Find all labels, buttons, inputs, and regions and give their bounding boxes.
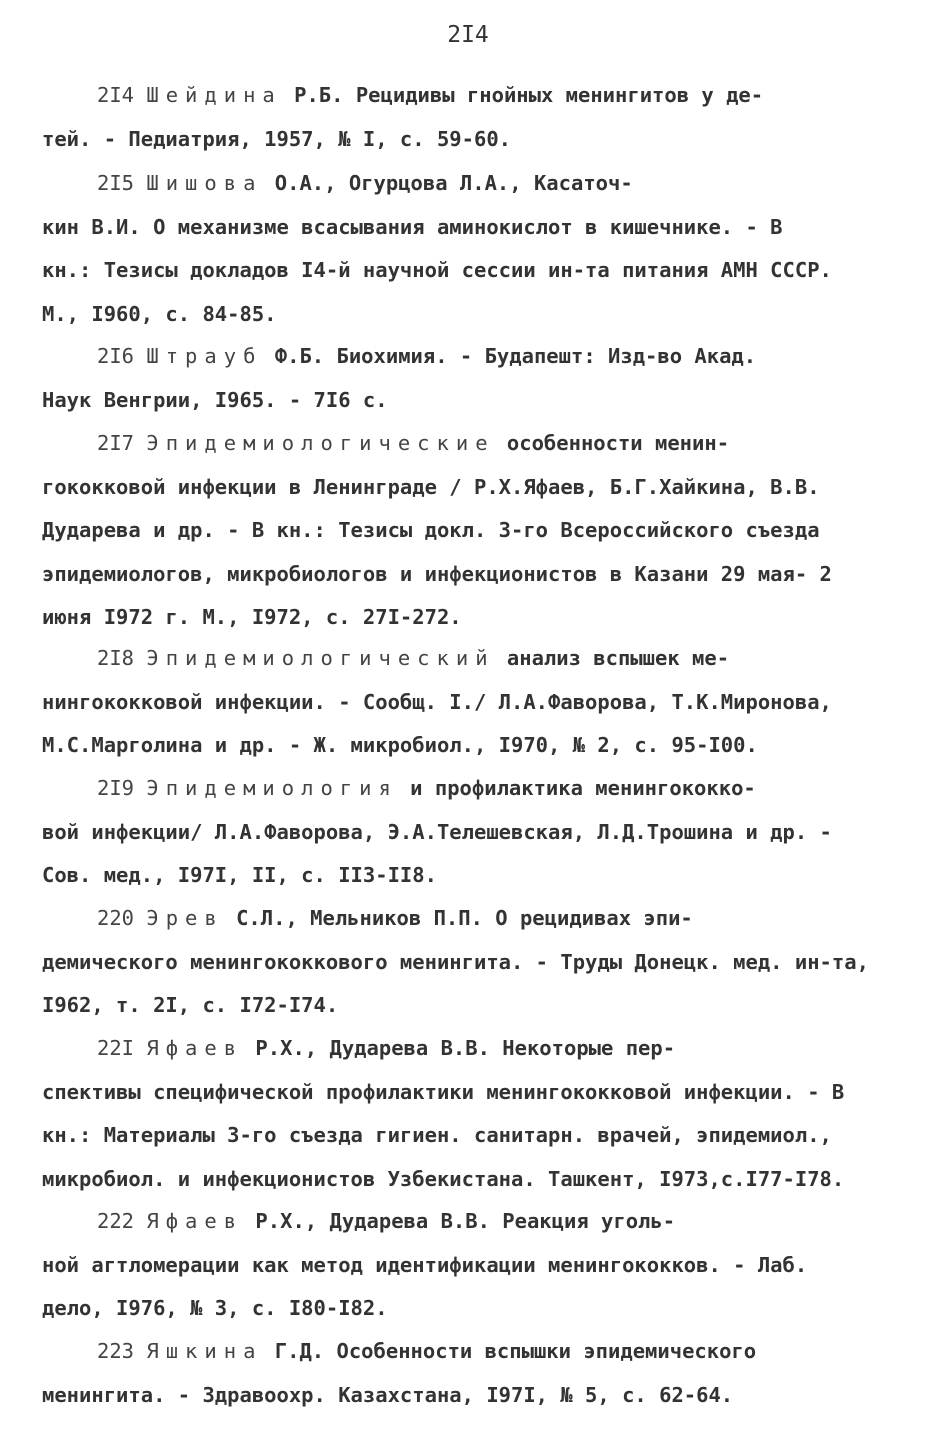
entry-author: Эпидемиология <box>146 776 398 800</box>
entry-author: Яфаев <box>146 1209 244 1233</box>
entry-author: Шишова <box>146 171 263 195</box>
bibliography-entry <box>42 1330 882 1417</box>
entry-line: I962, т. 2I, с. I72-I74. <box>42 993 339 1017</box>
entry-author: Эпидемиологические <box>146 431 495 455</box>
entry-line <box>42 1200 882 1244</box>
page-number: 2I4 <box>447 22 489 48</box>
entry-line: Дударева и др. - В кн.: Тезисы докл. 3-го Всероссийского съезда <box>42 518 820 542</box>
entry-line: Наук Венгрии, I965. - 7I6 с. <box>42 387 388 412</box>
entry-number: 220 <box>97 906 147 930</box>
entry-line <box>42 897 882 941</box>
entry-author: Штрауб <box>146 344 263 368</box>
entry-number: 2I7 <box>97 431 147 455</box>
entry-author: Яшкина <box>146 1339 263 1363</box>
entry-line <box>42 74 882 118</box>
bibliography-entry <box>42 1200 882 1331</box>
entry-line: Сов. мед., I97I, II, с. II3-II8. <box>42 863 437 887</box>
entry-text: С.Л., Мельников П.П. О рецидивах эпи- <box>223 906 693 930</box>
entry-line: нингококковой инфекции. - Сообщ. I./ Л.А.Фаворова, Т.К.Миронова, <box>42 689 832 714</box>
entry-line: вой инфекции/ Л.А.Фаворова, Э.А.Телешевская, Л.Д.Трошина и др. - <box>42 819 832 844</box>
entry-line: дело, I976, № 3, с. I80-I82. <box>42 1296 388 1320</box>
entry-line <box>42 1330 882 1374</box>
entry-number: 2I8 <box>97 646 147 670</box>
entry-text: анализ вспышек ме- <box>494 646 730 670</box>
entry-author: Эрев <box>146 906 224 930</box>
entry-line <box>42 422 882 466</box>
entry-line <box>42 767 882 811</box>
bibliography-entry <box>42 897 882 1028</box>
entry-line: М.С.Марголина и др. - Ж. микробиол., I970, № 2, с. 95-I00. <box>42 733 758 757</box>
entry-line: ной агтломерации как метод идентификации менингококков. - Лаб. <box>42 1252 808 1277</box>
entry-number: 22I <box>97 1036 147 1060</box>
entry-author: Шейдина <box>146 83 282 107</box>
entry-number: 223 <box>97 1339 147 1363</box>
entry-number: 222 <box>97 1209 147 1233</box>
entry-line: микробиол. и инфекционистов Узбекистана. Ташкент, I973,с.I77-I78. <box>42 1166 845 1191</box>
bibliography-entry <box>42 767 882 898</box>
entry-line <box>42 162 882 206</box>
entry-number: 2I4 <box>97 83 147 107</box>
entry-text: Г.Д. Особенности вспышки эпидемического <box>262 1339 757 1363</box>
entry-line <box>42 1027 882 1071</box>
entry-line: кин В.И. О механизме всасывания аминокислот в кишечнике. - В <box>42 214 783 239</box>
entry-line: М., I960, с. 84-85. <box>42 301 277 326</box>
entry-number: 2I6 <box>97 344 147 368</box>
entry-line: менингита. - Здравоохр. Казахстана, I97I, № 5, с. 62-64. <box>42 1382 734 1407</box>
entry-author: Яфаев <box>146 1036 244 1060</box>
entry-number: 2I5 <box>97 171 147 195</box>
entry-number: 2I9 <box>97 776 147 800</box>
entry-text: Р.Х., Дударева В.В. Некоторые пер- <box>243 1036 676 1060</box>
bibliography-entry <box>42 335 882 422</box>
entry-line: гококковой инфекции в Ленинграде / Р.Х.Яфаев, Б.Г.Хайкина, В.В. <box>42 474 820 499</box>
entry-line: кн.: Тезисы докладов I4-й научной сессии ин-та питания АМН СССР. <box>42 258 832 282</box>
entry-line: тей. - Педиатрия, 1957, № I, с. 59-60. <box>42 126 511 151</box>
bibliography-entry <box>42 637 882 768</box>
entry-line: кн.: Материалы 3-го съезда гигиен. санитарн. врачей, эпидемиол., <box>42 1123 832 1147</box>
entry-text: Р.Х., Дударева В.В. Реакция уголь- <box>243 1209 676 1233</box>
entry-line: демического менингококкового менингита. - Труды Донецк. мед. ин-та, <box>42 949 869 974</box>
bibliography-entry <box>42 422 882 640</box>
entry-line <box>42 335 882 379</box>
bibliography-entry <box>42 1027 882 1201</box>
entry-text: Р.Б. Рецидивы гнойных менингитов у де- <box>281 83 764 107</box>
entry-line: эпидемиологов, микробиологов и инфекционистов в Казани 29 мая- 2 <box>42 561 832 586</box>
entry-text: особенности менин- <box>494 431 730 455</box>
entry-line: июня I972 г. М., I972, с. 27I-272. <box>42 605 462 629</box>
entry-line <box>42 637 882 681</box>
entry-text: О.А., Огурцова Л.А., Касаточ- <box>262 171 633 195</box>
bibliography-entry <box>42 162 882 336</box>
entry-text: и профилактика менингококко- <box>397 776 756 800</box>
bibliography-entry <box>42 74 882 161</box>
entry-line: спективы специфической профилактики менингококковой инфекции. - В <box>42 1079 845 1104</box>
entry-author: Эпидемиологический <box>146 646 495 670</box>
entry-text: Ф.Б. Биохимия. - Будапешт: Изд-во Акад. <box>262 344 757 368</box>
